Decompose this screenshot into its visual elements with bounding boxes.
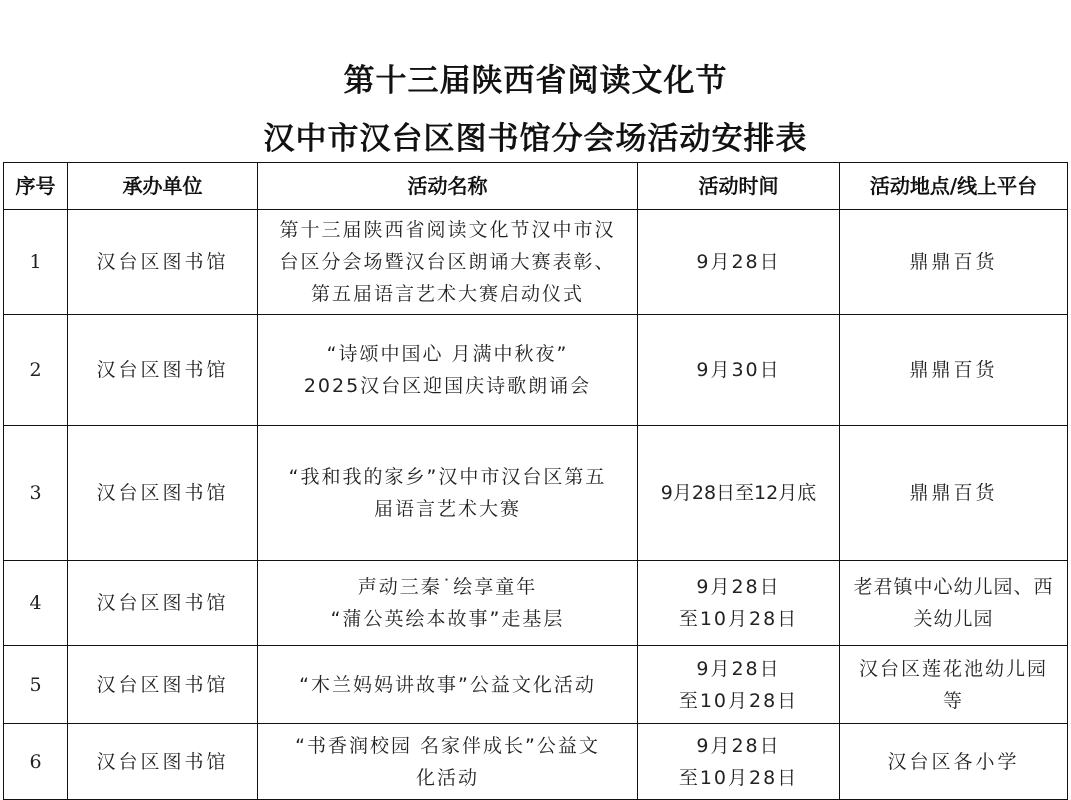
row-activity-name — [258, 210, 638, 315]
header-seq: 序号 — [4, 163, 68, 210]
activity-name-line: 2025汉台区迎国庆诗歌朗诵会 — [303, 375, 592, 397]
table-row — [4, 561, 1068, 646]
activity-name-line: 第五届语言艺术大赛启动仪式 — [310, 283, 584, 305]
row-organizer: 汉台区图书馆 — [68, 561, 258, 646]
document-title-line-1: 第十三届陕西省阅读文化节 — [343, 63, 728, 99]
location-line: 鼎鼎百货 — [909, 251, 998, 273]
table-header-row — [4, 163, 1068, 210]
activity-name-line: 届语言艺术大赛 — [373, 498, 521, 520]
activity-time-line: 至10月28日 — [678, 766, 799, 789]
table-row — [4, 315, 1068, 426]
row-organizer: 汉台区图书馆 — [68, 315, 258, 426]
row-organizer: 汉台区图书馆 — [68, 426, 258, 561]
location-line: 鼎鼎百货 — [909, 359, 998, 381]
row-location — [840, 315, 1068, 426]
row-activity-name — [258, 724, 638, 800]
row-seq: 2 — [4, 315, 68, 426]
activity-name-line: “蒲公英绘本故事”走基层 — [330, 608, 565, 630]
activity-time-line: 9月28日至12月底 — [660, 482, 817, 504]
row-activity-time — [638, 210, 840, 315]
header-location-platform: 活动地点/线上平台 — [840, 163, 1068, 210]
activity-name-line: 化活动 — [415, 766, 479, 789]
activity-name-line: “我和我的家乡”汉中市汉台区第五 — [288, 466, 607, 488]
activity-name-line: “木兰妈妈讲故事”公益文化活动 — [299, 673, 596, 696]
row-seq: 4 — [4, 561, 68, 646]
row-organizer: 汉台区图书馆 — [68, 210, 258, 315]
row-activity-time — [638, 724, 840, 800]
row-activity-name — [258, 315, 638, 426]
activity-name-line: “书香润校园 名家伴成长”公益文 — [295, 734, 600, 757]
activity-name-line: 台区分会场暨汉台区朗诵大赛表彰、 — [279, 251, 616, 273]
row-activity-name — [258, 426, 638, 561]
row-activity-time — [638, 646, 840, 724]
document-header — [0, 52, 1071, 168]
row-location — [840, 210, 1068, 315]
row-activity-name — [258, 646, 638, 724]
location-line: 老君镇中心幼儿园、西 — [853, 576, 1054, 598]
activity-schedule-table — [3, 162, 1068, 800]
header-activity-time: 活动时间 — [638, 163, 840, 210]
row-organizer: 汉台区图书馆 — [68, 646, 258, 724]
activity-time-line: 9月28日 — [696, 734, 781, 757]
activity-time-line: 至10月28日 — [678, 689, 799, 712]
header-organizer: 承办单位 — [68, 163, 258, 210]
row-location — [840, 561, 1068, 646]
location-line: 关幼儿园 — [913, 608, 994, 630]
row-seq: 5 — [4, 646, 68, 724]
row-location — [840, 724, 1068, 800]
activity-name-line: 第十三届陕西省阅读文化节汉中市汉 — [279, 219, 616, 241]
activity-time-line: 至10月28日 — [678, 608, 799, 630]
row-seq: 6 — [4, 724, 68, 800]
table-row — [4, 426, 1068, 561]
location-line: 鼎鼎百货 — [909, 482, 998, 504]
activity-name-line: “诗颂中国心 月满中秋夜” — [326, 343, 569, 365]
table-row — [4, 210, 1068, 315]
row-activity-time — [638, 561, 840, 646]
row-organizer: 汉台区图书馆 — [68, 724, 258, 800]
activity-time-line: 9月28日 — [696, 576, 781, 598]
activity-time-line: 9月30日 — [696, 359, 781, 381]
row-seq: 1 — [4, 210, 68, 315]
table-row — [4, 646, 1068, 724]
document-title-line-2: 汉中市汉台区图书馆分会场活动安排表 — [263, 121, 808, 157]
header-activity-name: 活动名称 — [258, 163, 638, 210]
table-row — [4, 724, 1068, 800]
row-seq: 3 — [4, 426, 68, 561]
activity-time-line: 9月28日 — [696, 657, 781, 680]
location-line: 汉台区莲花池幼儿园 — [858, 657, 1048, 680]
activity-name-line: 声动三秦˙绘享童年 — [357, 576, 538, 598]
row-activity-time — [638, 426, 840, 561]
row-location — [840, 646, 1068, 724]
row-activity-name — [258, 561, 638, 646]
location-line: 汉台区各小学 — [887, 750, 1020, 773]
location-line: 等 — [942, 689, 964, 712]
activity-time-line: 9月28日 — [696, 251, 781, 273]
row-location — [840, 426, 1068, 561]
row-activity-time — [638, 315, 840, 426]
